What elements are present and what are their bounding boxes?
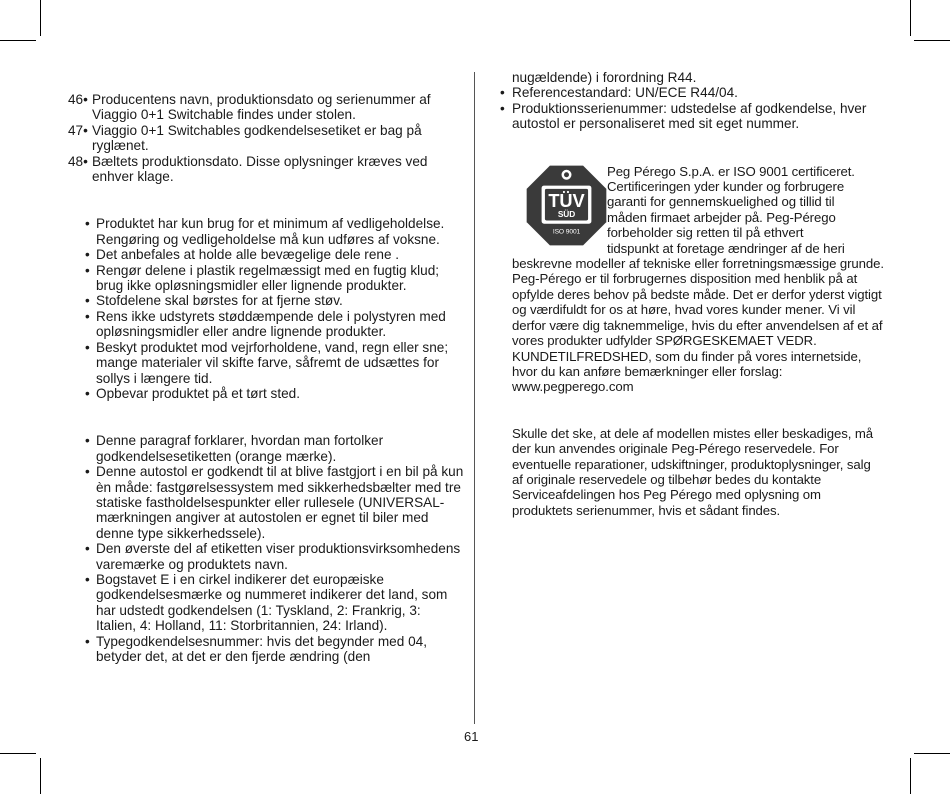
list-item: • Stofdelene skal børstes for at fjerne støv. bbox=[85, 293, 343, 309]
iso-text-line: Peg Pérego S.p.A. er ISO 9001 certificeret. bbox=[607, 163, 855, 179]
list-item: • Referencestandard: UN/ECE R44/04. bbox=[500, 85, 738, 101]
list-item: • Bogstavet E i en cirkel indikerer det europæiske godkendelsesmærke og nummeret indikerer det land, som har udstedt godkendelsen (1: Tyskland, 2: Frankrig, 3: Italien, 4: Holland, 11: Storbritannien, 24: Irland). bbox=[85, 571, 448, 634]
iso-text-line: tidspunkt at foretage ændringer af de heri bbox=[607, 240, 845, 256]
page-number: 61 bbox=[464, 729, 479, 744]
iso-text-line: Certificeringen yder kunder og forbrugere bbox=[607, 179, 845, 195]
iso-text-line: måden firmaet arbejder på. Peg-Pérego bbox=[607, 209, 836, 225]
column-divider bbox=[474, 72, 475, 724]
tuv-sud-certification-icon bbox=[525, 164, 608, 247]
tuv-brand: TÜV bbox=[548, 189, 585, 211]
iso-text-rest: beskrevne modeller af tekniske eller forretningsmæssige grunde. Peg-Pérego er til forbrugernes disposition med henblik på at opfylde deres behov på bedste måde. Det er derfor yderst vigtigt og værdifuldt for os at høre, hvad vores kunder mener. Vi vil derfor være dig taknemmelige, hvis du efter anvendelsen af et af vores produkter udfylder SPØRGESKEMAET VEDR. KUNDETILFREDSHED, som du finder på vores internetside, hvor du kan anføre bemærkninger eller forslag: www.pegperego.com bbox=[512, 256, 884, 395]
numbered-item bbox=[68, 123, 464, 154]
list-item-text: Produktet har kun brug for et minimum af vedligeholdelse. Rengøring og vedligeholdelse må kun udføres af voksne. bbox=[96, 216, 445, 247]
list-item-text: Rens ikke udstyrets støddæmpende dele i polystyren med opløsningsmidler eller andre lignende produkter. bbox=[96, 308, 446, 340]
list-item: • Denne paragraf forklarer, hvordan man fortolker godkendelsesetiketten (orange mærke). bbox=[85, 433, 384, 464]
list-item-text: Bogstavet E i en cirkel indikerer det europæiske godkendelsesmærke og nummeret indikerer det land, som har udstedt godkendelsen (1: Tyskland, 2: Frankrig, 3: Italien, 4: Holland, 11: Storbritannien, 24: Irland). bbox=[96, 571, 448, 634]
numbered-item bbox=[68, 154, 464, 185]
list-item: • Opbevar produktet på et tørt sted. bbox=[85, 385, 301, 401]
numbered-item bbox=[68, 92, 464, 123]
tuv-cert: ISO 9001 bbox=[552, 228, 581, 236]
list-item-text: Referencestandard: UN/ECE R44/04. bbox=[512, 85, 738, 101]
crop-mark bbox=[0, 40, 36, 41]
item-number: 48• bbox=[68, 153, 88, 169]
iso-certification-block bbox=[512, 164, 884, 395]
crop-mark bbox=[40, 0, 41, 36]
iso-text-line: garanti for gennemskuelighed og tillid til bbox=[607, 194, 835, 210]
list-item: • Produktet har kun brug for et minimum af vedligeholdelse. Rengøring og vedligeholdelse må kun udføres af voksne. bbox=[85, 216, 445, 247]
list-item-text: Beskyt produktet mod vejrforholdene, vand, regn eller sne; mange materialer vil skifte farve, såfremt de udsættes for sollys i længere tid. bbox=[96, 339, 449, 386]
list-item: • Det anbefales at holde alle bevægelige dele rene . bbox=[85, 247, 400, 263]
list-item: • Produktionsserienummer: udstedelse af godkendelse, hver autostol er personaliseret med sit eget nummer. bbox=[500, 100, 867, 132]
tuv-sub: SÜD bbox=[557, 208, 576, 219]
list-item: • Beskyt produktet mod vejrforholdene, vand, regn eller sne; mange materialer vil skifte farve, såfremt de udsættes for sollys i længere tid. bbox=[85, 339, 449, 386]
left-column bbox=[68, 92, 464, 664]
crop-mark bbox=[910, 0, 911, 36]
crop-mark bbox=[0, 753, 36, 754]
list-item-text: Denne autostol er godkendt til at blive fastgjort i en bil på kun èn måde: fastgørelsessystem med sikkerhedsbælter med tre statiske fastholdelsespunkter eller rullesele (UNIVERSAL-mærkningen angiver at autostolen er egnet til biler med denne type sikkerhedssele). bbox=[96, 464, 464, 541]
list-item-text: Denne paragraf forklarer, hvordan man fortolker godkendelsesetiketten (orange mærke). bbox=[96, 433, 384, 464]
list-item-text: Typegodkendelsesnummer: hvis det begynder med 04, betyder det, at det er den fjerde ændring (den bbox=[96, 633, 427, 664]
list-item: • Rens ikke udstyrets støddæmpende dele i polystyren med opløsningsmidler eller andre lignende produkter. bbox=[85, 308, 446, 340]
list-item-text: Den øverste del af etiketten viser produktionsvirksomhedens varemærke og produktets navn. bbox=[96, 541, 461, 572]
list-item: • Rengør delene i plastik regelmæssigt med en fugtig klud; brug ikke opløsningsmidler eller lignende produkter. bbox=[85, 262, 440, 294]
item-text: Bæltets produktionsdato. Disse oplysninger kræves ved enhver klage. bbox=[92, 153, 428, 185]
list-item-text: Opbevar produktet på et tørt sted. bbox=[96, 385, 301, 401]
iso-text-line: forbeholder sig retten til på ethvert bbox=[607, 225, 804, 241]
item-number: 47• bbox=[68, 122, 88, 138]
item-text: Producentens navn, produktionsdato og serienummer af Viaggio 0+1 Switchable findes under stolen. bbox=[92, 92, 431, 123]
list-item-text: Rengør delene i plastik regelmæssigt med en fugtig klud; brug ikke opløsningsmidler eller lignende produkter. bbox=[96, 262, 440, 294]
list-item-text: Stofdelene skal børstes for at fjerne støv. bbox=[96, 293, 343, 309]
right-column bbox=[500, 70, 884, 518]
crop-mark bbox=[914, 753, 950, 754]
list-item: • Den øverste del af etiketten viser produktionsvirksomhedens varemærke og produktets navn. bbox=[85, 541, 461, 572]
list-item: • Denne autostol er godkendt til at blive fastgjort i en bil på kun èn måde: fastgørelsessystem med sikkerhedsbælter med tre statiske fastholdelsespunkter eller rullesele (UNIVERSAL-mærkningen angiver at autostolen er egnet til biler med denne type sikkerhedssele). bbox=[85, 464, 464, 541]
spare-parts-paragraph: Skulle det ske, at dele af modellen mistes eller beskadiges, må der kun anvendes originale Peg-Pérego reservedele. For eventuelle reparationer, udskiftninger, produktoplysninger, salg af originale reservedele og tilbehør bedes du kontakte Serviceafdelingen hos Peg Pérego med oplysning om produktets serienummer, hvis et sådant findes. bbox=[512, 425, 873, 518]
label-list bbox=[68, 433, 464, 664]
item-number: 46• bbox=[68, 92, 88, 107]
list-item: • Typegodkendelsesnummer: hvis det begynder med 04, betyder det, at det er den fjerde ændring (den bbox=[85, 633, 427, 664]
list-item-text: Produktionsserienummer: udstedelse af godkendelse, hver autostol er personaliseret med sit eget nummer. bbox=[512, 100, 867, 132]
item-text: Viaggio 0+1 Switchables godkendelsesetiket er bag på ryglænet. bbox=[92, 122, 422, 154]
care-list bbox=[68, 216, 464, 401]
crop-mark bbox=[914, 40, 950, 41]
crop-mark bbox=[40, 758, 41, 794]
list-item-text: Det anbefales at holde alle bevægelige dele rene . bbox=[96, 247, 400, 263]
continuation-text: nugældende) i forordning R44. bbox=[512, 70, 697, 85]
crop-mark bbox=[910, 758, 911, 794]
